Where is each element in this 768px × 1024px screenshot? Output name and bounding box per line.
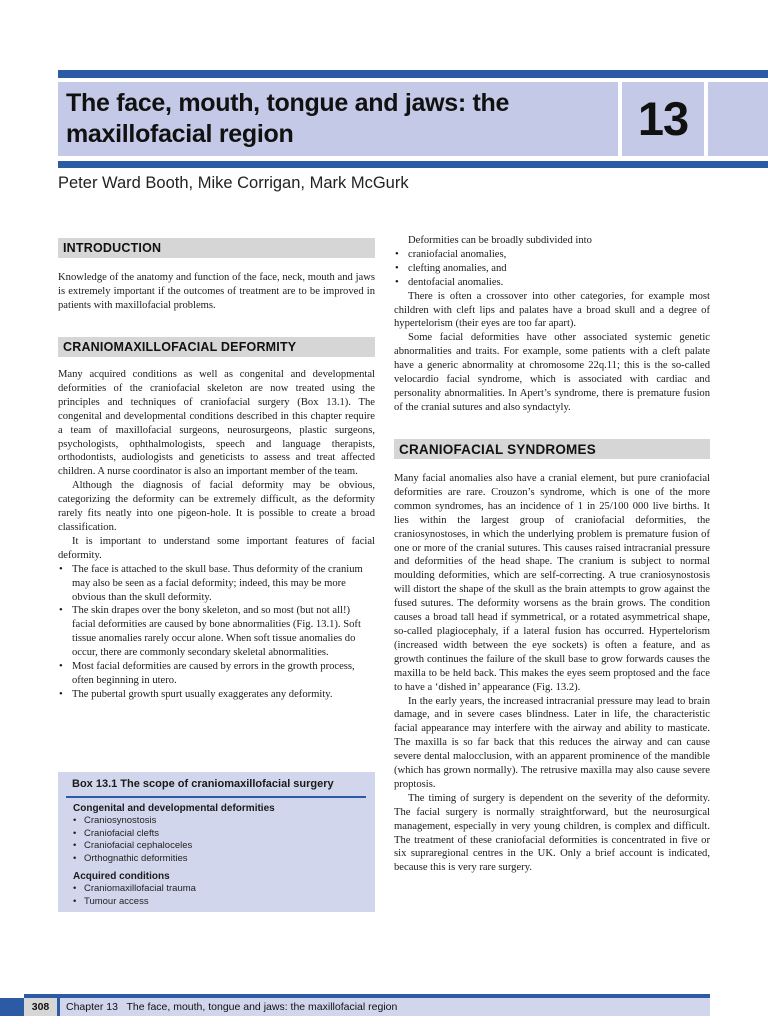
box-title: Box 13.1 The scope of craniomaxillofacial surgery (72, 778, 334, 790)
box-subheading-congenital: Congenital and developmental deformities (73, 803, 275, 814)
introduction-paragraph: Knowledge of the anatomy and function of the face, neck, mouth and jaws is extremely important if the outcomes of treatment are to be improved in patients with maxillofacial problems. (58, 272, 375, 311)
craniofacial-syndromes-text (394, 472, 710, 875)
features-list (58, 563, 375, 702)
box-list-item: • Craniomaxillofacial trauma (73, 883, 196, 896)
subdivision-list (394, 248, 710, 290)
box-list-item: • Craniofacial clefts (73, 828, 192, 841)
chapter-title-line1: The face, mouth, tongue and jaws: the (66, 89, 510, 117)
cs-paragraph-2: In the early years, the increased intracranial pressure may lead to brain damage, and in severe cases blindness. Later in life, the characteristic facial appearance may interfere with the airway and ability to masticate. The maxilla is so far back that this reduces the airway and can cause severe dental malocclusion, with an apparent prominence of the mandible (which has grown normally). The retrusive maxilla may also cause severe proptosis. (394, 695, 710, 790)
list-item: • Most facial deformities are caused by errors in the growth process, often beginning in utero. (58, 660, 375, 688)
cs-paragraph-3: The timing of surgery is dependent on the severity of the deformity. The facial surgery is normally straightforward, but the neurosurgical management, especially in very young children, is complex and difficult. The treatment of these craniofacial deformities is concentrated in five or six supraregional centres in the UK. Only a brief account is indicated, because this is very rare surgery. (394, 792, 710, 874)
box-list-item: • Orthognathic deformities (73, 853, 192, 866)
cmf-paragraph-1: Many acquired conditions as well as congenital and developmental deformities of the craniofacial skeleton are now treated using the principles and techniques of craniofacial surgery (Box 13.1). The congenital and developmental conditions described in this chapter require a team of maxillofacial surgeons, neurosurgeons, plastic surgeons, psychologists, ophthalmologists, speech and language therapists, orthodontists, audiologists and geneticists to assess and treat affected children. A nurse coordinator is also an important member of the team. (58, 369, 375, 478)
introduction-heading: INTRODUCTION (58, 238, 375, 258)
craniomaxillofacial-heading: CRANIOMAXILLOFACIAL DEFORMITY (58, 337, 375, 357)
chapter-title (66, 88, 611, 150)
list-item: • clefting anomalies, and (394, 262, 710, 276)
introduction-text (58, 271, 375, 313)
footer-page-number: 308 (24, 998, 57, 1016)
box-divider (66, 796, 366, 798)
chapter-number: 13 (637, 92, 689, 145)
subdivision-intro: Deformities can be broadly subdivided into (408, 235, 592, 246)
box-list-item: • Craniofacial cephaloceles (73, 840, 192, 853)
box-list-item: • Craniosynostosis (73, 815, 192, 828)
cmf-paragraph-2: Although the diagnosis of facial deformity may be obvious, categorizing the deformity can be extremely difficult, as the deformity rarely fits neatly into one pigeon-hole. It is possible to create a broad classification. (58, 480, 375, 533)
cs-paragraph-1: Many facial anomalies also have a cranial element, but pure craniofacial deformities are rare. Crouzon’s syndrome, which is one of the more common syndromes, has an incidence of 1 in 25/100 000 live births. It lies within the largest group of craniofacial deformities, the craniosynostoses, in which the underlying problem is premature fusion of one or more of the cranial sutures. This causes raised intracranial pressure and deformities of the head shape. The cranium is subject to normal moulding deformities, which are self-correcting. A true craniosynostosis will distort the shape of the skull as the brain attempts to grow against the fused sutures. The deformity worsens as the brain grows. The condition causes a broad tall head if symmetrical, or a rotated asymmetrical shape, so-called plagiocephaly, if a lateral fusion has occurred. Hypertelorism (increased width between the eye sockets) is often a feature, and as growth continues the failure of the skull base to grow forwards causes the maxilla to be held back. This makes the eyes seem proptosed and the face to have a ‘dished in’ appearance (Fig. 13.2). (394, 473, 710, 693)
craniofacial-syndromes-heading: CRANIOFACIAL SYNDROMES (394, 439, 710, 459)
chapter-title-line2: maxillofacial region (66, 120, 294, 148)
box-13-1 (58, 772, 375, 912)
list-item: • The pubertal growth spurt usually exaggerates any deformity. (58, 688, 375, 702)
authors: Peter Ward Booth, Mike Corrigan, Mark McGurk (58, 174, 409, 192)
box-list-item: • Tumour access (73, 896, 196, 909)
header-bottom-bar (58, 161, 768, 168)
footer-running-title: Chapter 13 The face, mouth, tongue and jaws: the maxillofacial region (60, 998, 710, 1016)
header-right-panel (708, 82, 768, 156)
header-top-bar (58, 70, 768, 78)
box-list-acquired (73, 883, 196, 908)
list-item: • craniofacial anomalies, (394, 248, 710, 262)
right-column-intro (394, 234, 710, 415)
crossover-paragraph: There is often a crossover into other categories, for example most children with cleft lips and palates have a broad skull and a degree of hypertelorism (their eyes are too far apart). (394, 290, 710, 330)
list-item: • The skin drapes over the bony skeleton, and so most (but not all!) facial deformities are caused by bone abnormalities (Fig. 13.1). Soft tissue anomalies rarely occur alone. When soft tissue anomalies do occur, there are commonly secondary skeletal abnormalities. (58, 604, 375, 660)
list-item: • The face is attached to the skull base. Thus deformity of the cranium may also be seen as a facial deformity; indeed, this may be more obvious than the skull deformity. (58, 563, 375, 605)
cmf-paragraph-3: It is important to understand some important features of facial deformity. (58, 535, 375, 561)
box-list-congenital (73, 815, 192, 865)
craniomaxillofacial-text (58, 368, 375, 702)
box-subheading-acquired: Acquired conditions (73, 871, 170, 882)
genetic-paragraph: Some facial deformities have other associated systemic genetic abnormalities and traits. For example, some patients with a cleft palate have a generic abnormality at chromosome 22q.11; this is the so-called velocardio facial syndrome, which is associated with cardiac and personality abnormalities. In Apert’s syndrome, there is premature fusion of the cranial sutures and also syndactyly. (394, 332, 710, 413)
list-item: • dentofacial anomalies. (394, 276, 710, 290)
